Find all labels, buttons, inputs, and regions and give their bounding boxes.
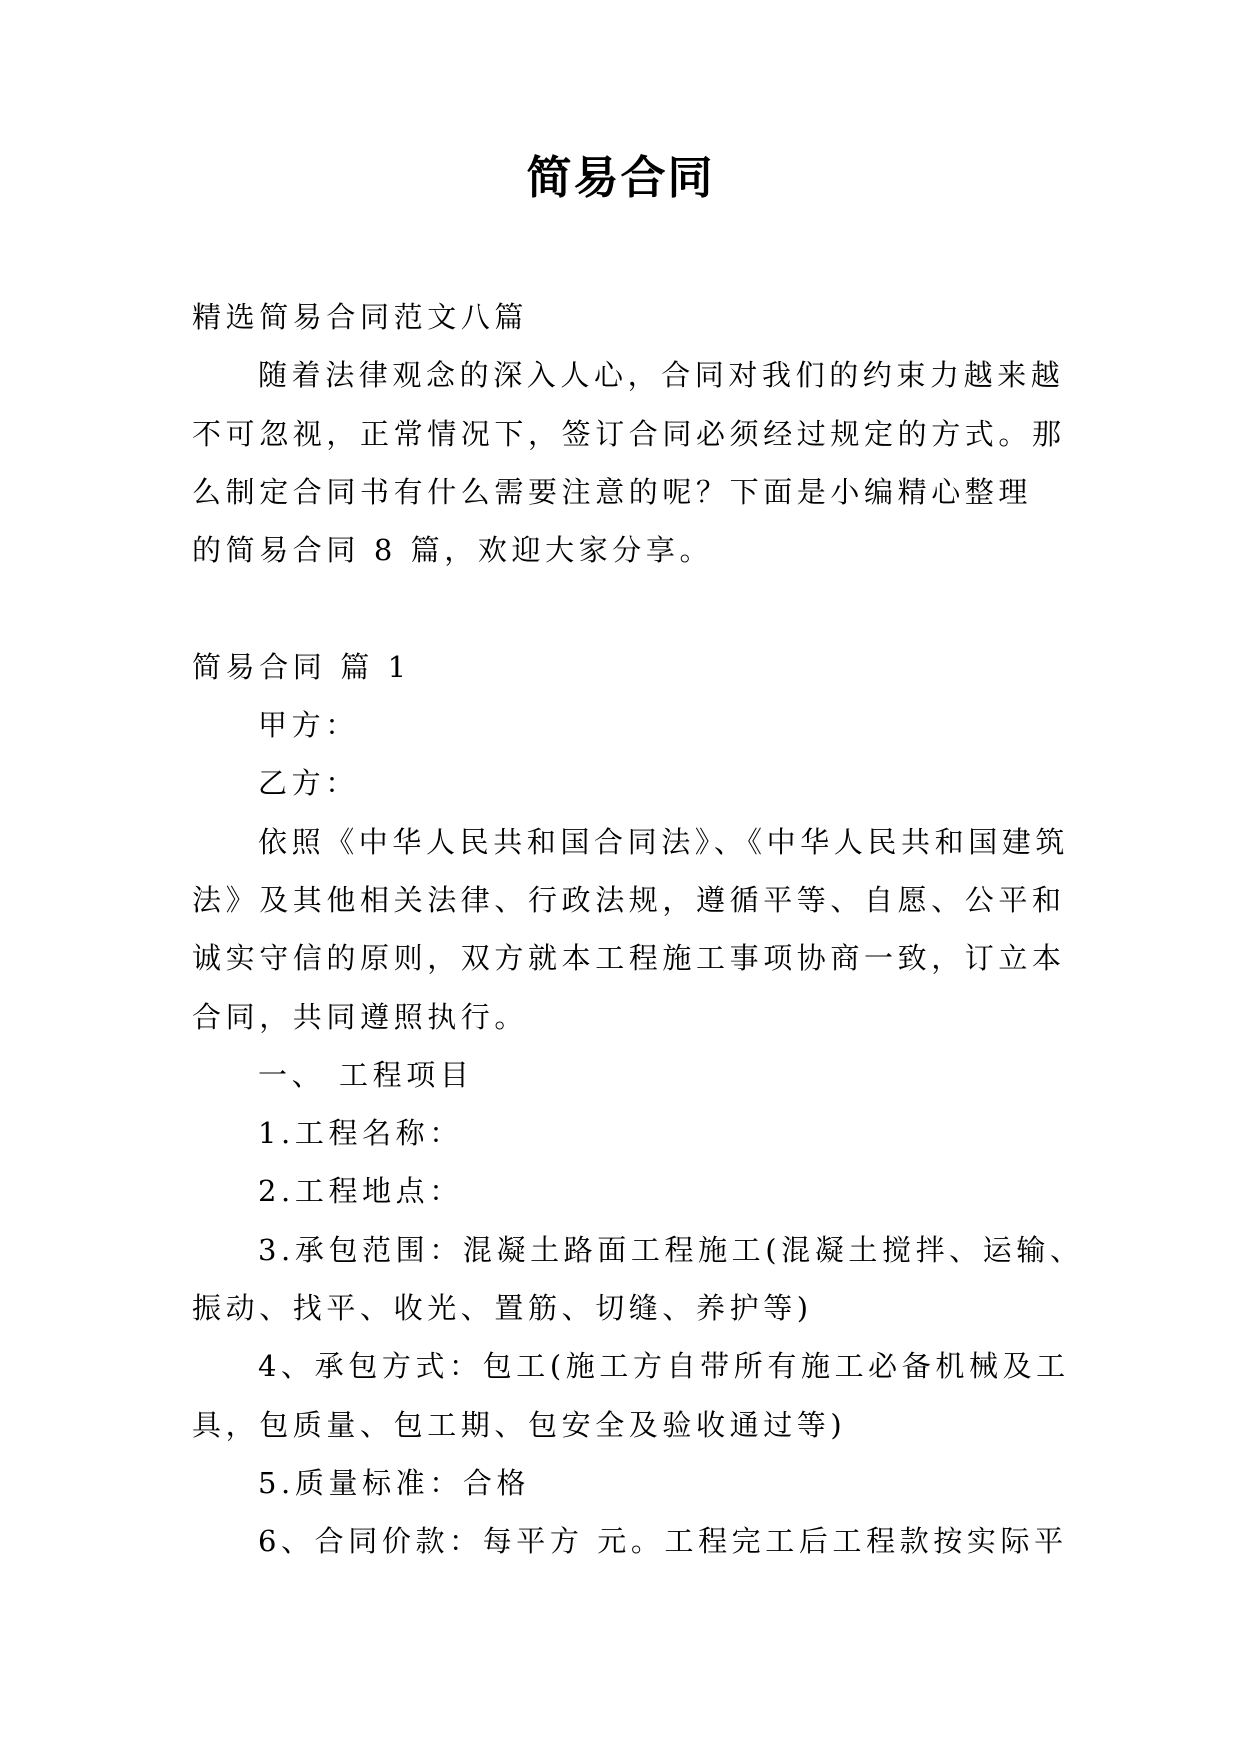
- method-line: 具，包质量、包工期、包安全及验收通过等): [192, 1407, 847, 1442]
- method-line: 4、承包方式：包工(施工方自带所有施工必备机械及工: [258, 1349, 1070, 1384]
- document-body: [192, 288, 1084, 1571]
- document-subtitle: 精选简易合同范文八篇: [192, 300, 529, 334]
- paragraph-spacer: [192, 579, 1064, 637]
- clause-one-heading: 一、 工程项目: [258, 1057, 474, 1092]
- section-heading: 简易合同 篇 1: [192, 649, 411, 684]
- intro-paragraph: [192, 346, 1064, 579]
- contract-method-item: [192, 1337, 1070, 1454]
- intro-line: 不可忽视，正常情况下，签订合同必须经过规定的方式。那: [192, 416, 1066, 451]
- party-b-label: 乙方：: [258, 766, 359, 801]
- project-name-item: 1.工程名称：: [258, 1116, 463, 1151]
- intro-line: 随着法律观念的深入人心，合同对我们的约束力越来越: [258, 358, 1065, 393]
- contract-scope-item: [192, 1221, 1084, 1338]
- document-title: 简易合同: [526, 151, 715, 204]
- scope-line: 3.承包范围：混凝土路面工程施工(混凝土搅拌、运输、: [258, 1232, 1084, 1267]
- quality-standard-item: 5.质量标准：合格: [258, 1465, 531, 1500]
- intro-line: 么制定合同书有什么需要注意的呢？下面是小编精心整理: [192, 474, 1033, 509]
- basis-line: 诚实守信的原则，双方就本工程施工事项协商一致，订立本: [192, 941, 1066, 976]
- basis-line: 依照《中华人民共和国合同法》、《中华人民共和国建筑: [258, 824, 1070, 859]
- contract-price-item: 6、合同价款：每平方 元。工程完工后工程款按实际平: [258, 1524, 1068, 1559]
- basis-line: 法》及其他相关法律、行政法规，遵循平等、自愿、公平和: [192, 882, 1066, 917]
- basis-paragraph: [192, 813, 1070, 1046]
- intro-line: 的简易合同 8 篇，欢迎大家分享。: [192, 533, 714, 568]
- party-a-label: 甲方：: [258, 708, 359, 743]
- project-location-item: 2.工程地点：: [258, 1174, 463, 1209]
- basis-line: 合同，共同遵照执行。: [192, 999, 529, 1034]
- scope-line: 振动、找平、收光、置筋、切缝、养护等): [192, 1291, 813, 1326]
